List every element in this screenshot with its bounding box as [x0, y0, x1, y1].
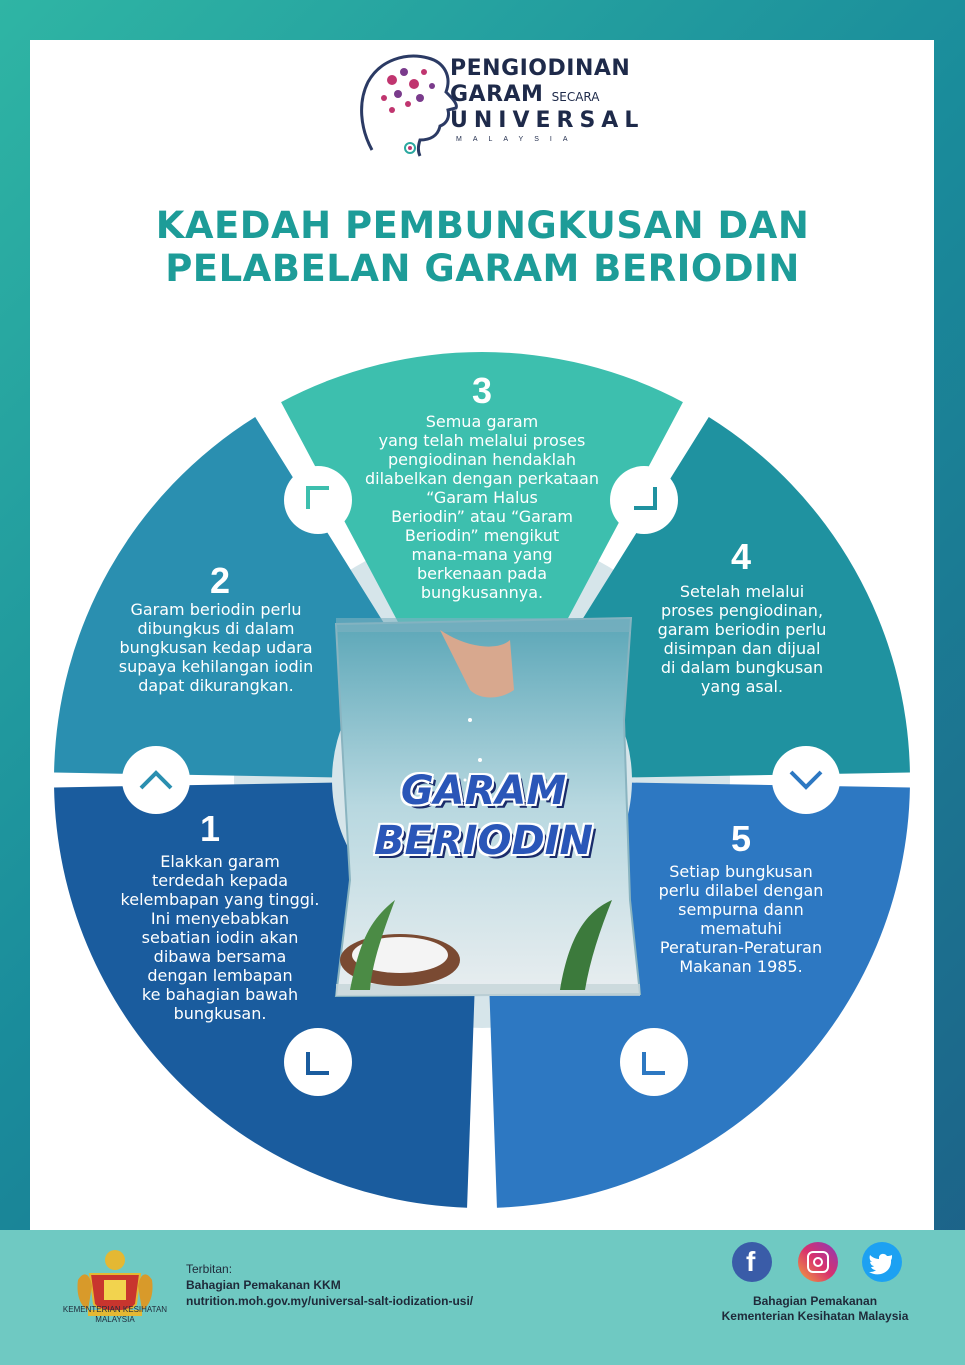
chevron-up-icon [122, 746, 190, 814]
chevron-corner-icon [620, 1028, 688, 1096]
logo-line-universal: UNIVERSAL [450, 108, 645, 133]
step-number-1: 1 [199, 808, 221, 849]
step-number-4: 4 [730, 536, 752, 577]
instagram-icon[interactable] [798, 1242, 838, 1282]
logo-line-malaysia: MALAYSIA [456, 136, 579, 143]
bag-word-garam: GARAM [400, 768, 567, 814]
ministry-name: KEMENTERIAN KESIHATAN MALAYSIA [62, 1305, 168, 1324]
chevron-corner-icon [284, 466, 352, 534]
step-text-5: Setiap bungkusan perlu dilabel dengan sempurna dann mematuhi Peraturan-Peraturan Makanan 1985. [658, 862, 824, 976]
chevron-down-icon [772, 746, 840, 814]
chevron-corner-icon [284, 1028, 352, 1096]
step-text-2: Garam beriodin perlu dibungkus di dalam bungkusan kedap udara supaya kehilangan iodin dapat dikurangkan. [118, 600, 314, 695]
step-number-2: 2 [209, 560, 231, 601]
twitter-icon[interactable] [862, 1242, 902, 1282]
step-number-5: 5 [730, 818, 752, 859]
chevron-corner-icon [610, 466, 678, 534]
published-label: Terbitan: [186, 1262, 233, 1276]
title-line-1: KAEDAH PEMBUNGKUSAN DAN [155, 204, 810, 247]
step-text-4: Setelah melalui proses pengiodinan, garam beriodin perlu disimpan dan dijual di dalam bungkusan yang asal. [657, 582, 827, 696]
salt-bag-label [336, 618, 631, 996]
logo-line-pengiodinan: PENGIODINAN [450, 56, 631, 81]
social-account-name: Bahagian Pemakanan Kementerian Kesihatan Malaysia [721, 1294, 909, 1323]
step-number-3: 3 [471, 370, 493, 411]
logo-word-garam: GARAM [450, 82, 544, 107]
publisher-name: Bahagian Pemakanan KKM [186, 1278, 341, 1292]
bag-word-beriodin: BERIODIN [373, 818, 594, 864]
logo-word-secara: SECARA [551, 90, 600, 104]
title-line-2: PELABELAN GARAM BERIODIN [165, 247, 800, 290]
publisher-url[interactable]: nutrition.moh.gov.my/universal-salt-iodization-usi/ [186, 1294, 474, 1308]
step-text-3: Semua garam yang telah melalui proses pengiodinan hendaklah dilabelkan dengan perkataan “Garam Halus Beriodin” atau “Garam Beriodin” mengikut mana-mana yang berkenaan pada bungkusannya. [364, 412, 600, 602]
facebook-icon[interactable]: f [732, 1242, 772, 1282]
twitter-bird-shape [862, 1242, 902, 1282]
step-text-1: Elakkan garam terdedah kepada kelembapan yang tinggi. Ini menyebabkan sebatian iodin akan dibawa bersama dengan lembapan ke bahagian bawah bungkusan. [120, 852, 320, 1023]
